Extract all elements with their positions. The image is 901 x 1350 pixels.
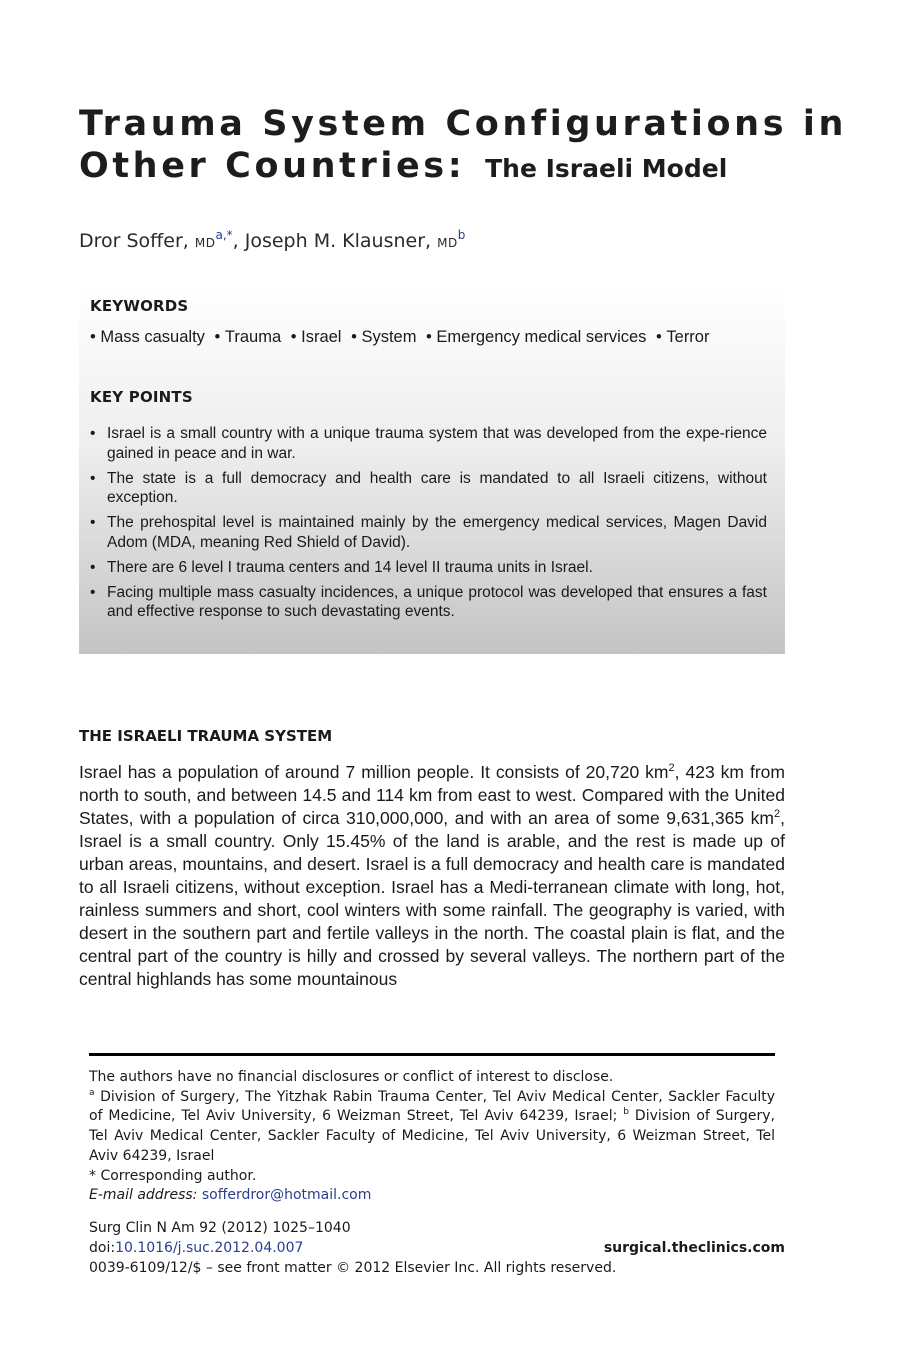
paragraph-part-1: Israel has a population of around 7 million people. It consists of 20,720 km bbox=[79, 762, 669, 782]
superscript: 2 bbox=[668, 762, 675, 774]
email-link[interactable]: sofferdror@hotmail.com bbox=[201, 1187, 372, 1204]
paragraph-part-2: , 423 km from north to south, and between 14.5 and 114 km from east to west. Compared with the United States, with a population of circa 310,000,000, and with an area of some 9,631,365 km bbox=[79, 762, 785, 828]
keywords-keypoints-box bbox=[79, 285, 785, 654]
disclosure-note: The authors have no financial disclosures or conflict of interest to disclose. bbox=[89, 1069, 614, 1085]
key-point-item: • Facing multiple mass casualty incidences, a unique protocol was developed that ensures a fast and effective response to such devastating events. bbox=[90, 583, 767, 622]
body-paragraph bbox=[79, 761, 785, 991]
key-point-item: • There are 6 level I trauma centers and 14 level II trauma units in Israel. bbox=[90, 558, 767, 578]
doi-link[interactable]: 10.1016/j.suc.2012.04.007 bbox=[115, 1240, 304, 1256]
corresponding-note: * Corresponding author. bbox=[89, 1167, 257, 1184]
author-1-name: Dror Soffer, bbox=[79, 230, 189, 252]
email-label: E-mail address: bbox=[89, 1187, 198, 1204]
author-2-degree: MD bbox=[437, 236, 458, 250]
key-points-heading: KEY POINTS bbox=[90, 388, 193, 406]
keywords-heading: KEYWORDS bbox=[90, 297, 189, 315]
affiliation-a: Division of Surgery, The Yitzhak Rabin Trauma Center, Tel Aviv Medical Center, Sackler Faculty of Medicine, Tel Aviv University, 6 Weizman Street, Tel Aviv 64239, Israel; bbox=[89, 1088, 775, 1125]
author-1-affiliation-link[interactable]: a,* bbox=[215, 228, 233, 242]
journal-citation: Surg Clin N Am 92 (2012) 1025–1040 bbox=[89, 1220, 351, 1236]
author-2-affiliation-link[interactable]: b bbox=[457, 228, 466, 242]
journal-website[interactable]: surgical.theclinics.com bbox=[603, 1240, 785, 1256]
key-point-item: • The prehospital level is maintained mainly by the emergency medical services, Magen David Adom (MDA, meaning Red Shield of David). bbox=[90, 513, 767, 552]
key-points-list bbox=[90, 424, 767, 627]
copyright-line: 0039-6109/12/$ – see front matter © 2012 Elsevier Inc. All rights reserved. bbox=[89, 1260, 617, 1276]
keyword-item: • Trauma bbox=[215, 328, 282, 346]
author-2-name: Joseph M. Klausner, bbox=[244, 230, 432, 252]
author-1-degree: MD bbox=[194, 236, 216, 250]
affiliations-note bbox=[89, 1088, 775, 1167]
paragraph-part-3: , Israel is a small country. Only 15.45% of the land is arable, and the rest is made up of urban areas, mountains, and desert. Israel is a full democracy and health care is mandated to all Israeli citizens, without exception. Israel has a Medi-terranean climate with long, hot, rainless summers and short, cool winters with some rainfall. The geography is varied, with desert in the southern part and fertile valleys in the north. The coastal plain is flat, and the central part of the country is hilly and crossed by several valleys. The northern part of the central highlands has some mountainous bbox=[79, 808, 785, 989]
doi-prefix: doi: bbox=[89, 1240, 116, 1256]
keyword-item: • Mass casualty bbox=[90, 328, 205, 346]
keyword-item: • System bbox=[351, 328, 416, 346]
citation-block bbox=[89, 1218, 785, 1278]
title-main-2: Other Countries: bbox=[79, 146, 466, 186]
keywords-list bbox=[90, 328, 714, 347]
affiliation-b-marker: b bbox=[623, 1107, 629, 1118]
footnotes bbox=[89, 1068, 775, 1206]
article-title bbox=[79, 103, 869, 190]
title-line-2 bbox=[79, 145, 869, 190]
keyword-item: • Terror bbox=[656, 328, 709, 346]
title-line-1: Trauma System Configurations in bbox=[79, 104, 848, 144]
author-separator: , bbox=[232, 230, 239, 252]
affiliation-b: Division of Surgery, Tel Aviv Medical Center, Sackler Faculty of Medicine, Tel Aviv University, 6 Weizman Street, Tel Aviv 64239, Israel bbox=[89, 1108, 775, 1164]
author-line bbox=[79, 230, 465, 252]
email-note bbox=[89, 1186, 775, 1206]
keyword-item: • Israel bbox=[291, 328, 342, 346]
affiliation-a-marker: a bbox=[89, 1087, 95, 1098]
doi-row bbox=[89, 1238, 785, 1258]
title-subtitle: The Israeli Model bbox=[485, 154, 728, 183]
keyword-item: • Emergency medical services bbox=[426, 328, 646, 346]
key-point-item: • The state is a full democracy and health care is mandated to all Israeli citizens, without exception. bbox=[90, 469, 767, 508]
footnote-divider bbox=[89, 1053, 775, 1056]
superscript: 2 bbox=[774, 808, 781, 820]
key-point-item: • Israel is a small country with a unique trauma system that was developed from the expe-rience gained in peace and in war. bbox=[90, 424, 767, 463]
section-heading: THE ISRAELI TRAUMA SYSTEM bbox=[79, 727, 333, 745]
